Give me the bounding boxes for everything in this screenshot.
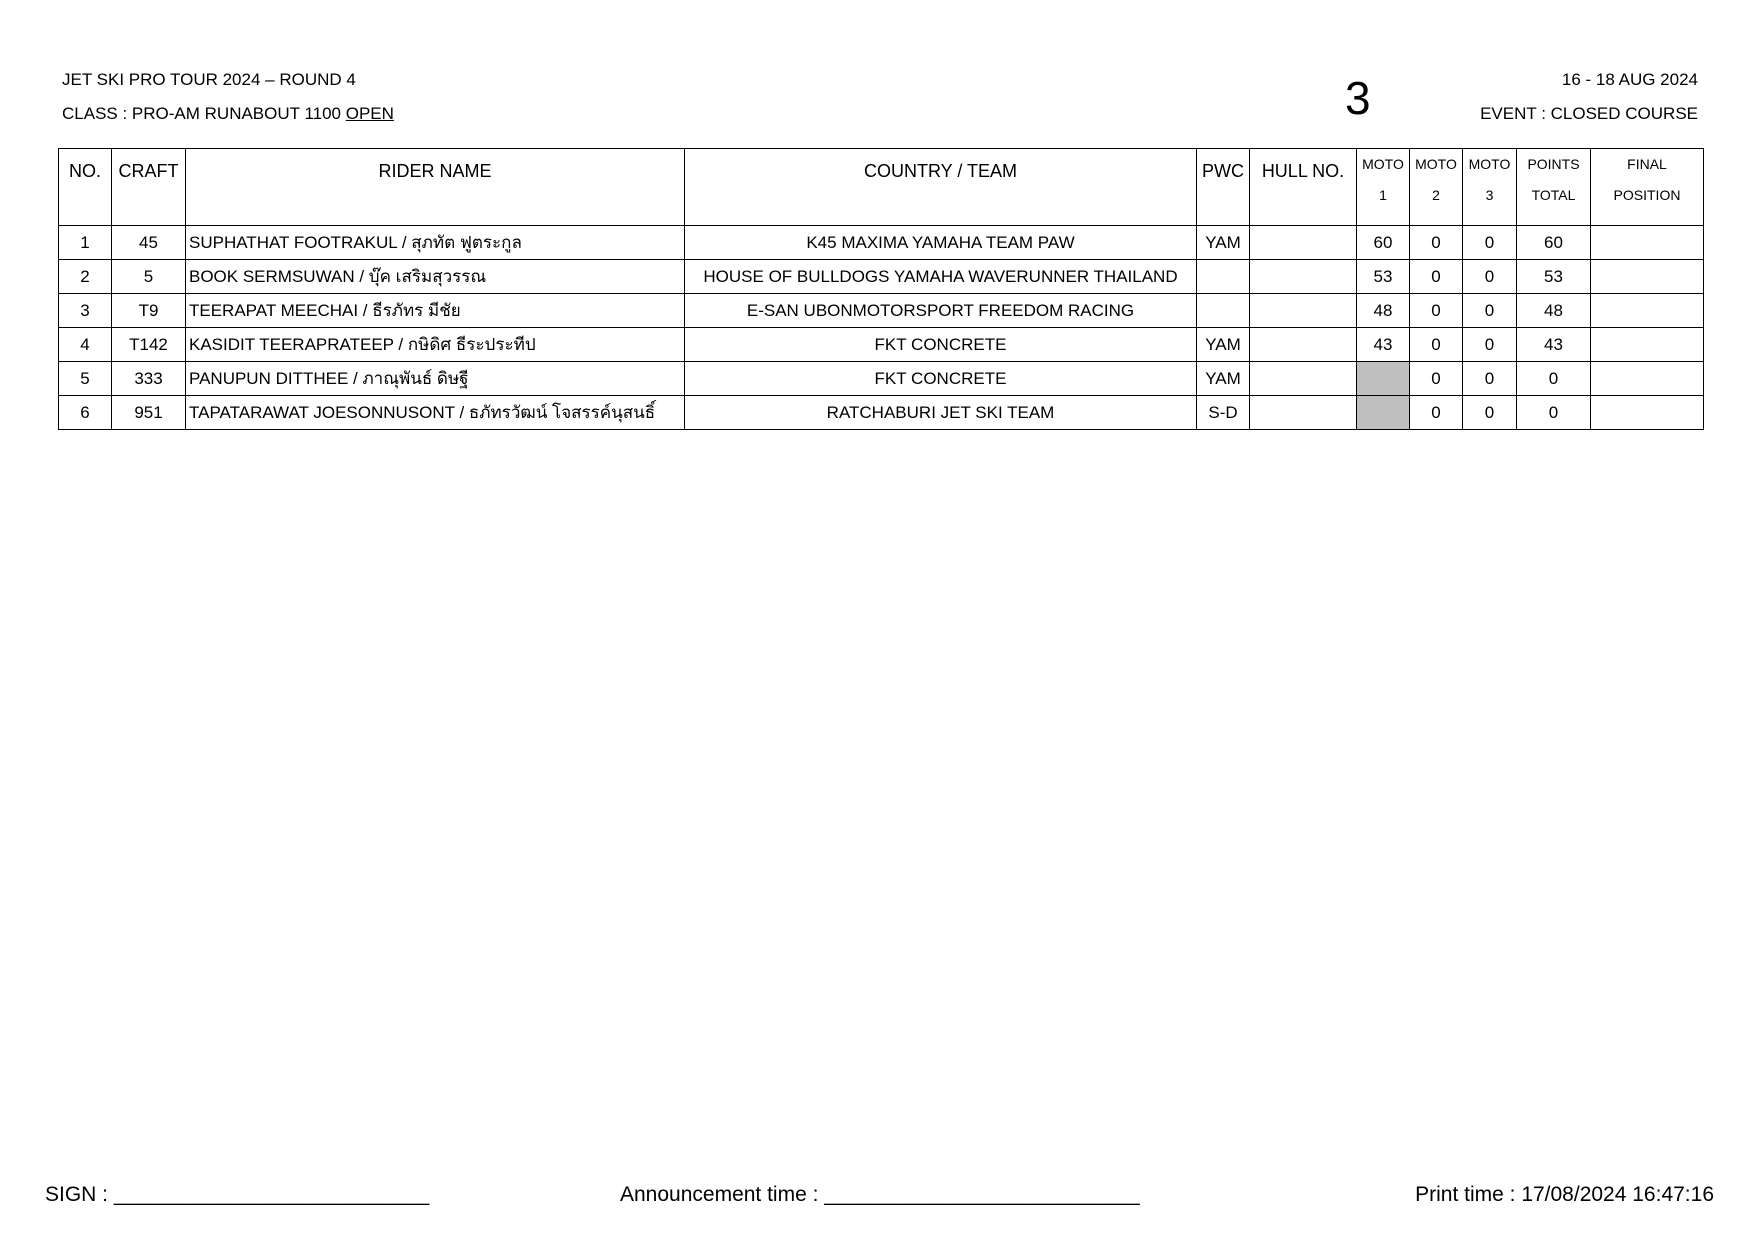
header-final-position xyxy=(1591,149,1704,226)
cell-no: 1 xyxy=(59,226,112,260)
cell-total: 60 xyxy=(1517,226,1591,260)
header-moto1 xyxy=(1357,149,1410,226)
header-points-bottom: TOTAL xyxy=(1531,187,1576,203)
cell-pwc xyxy=(1197,260,1250,294)
cell-moto3: 0 xyxy=(1463,396,1517,430)
header-points-total xyxy=(1517,149,1591,226)
cell-craft: T9 xyxy=(112,294,186,328)
cell-moto2: 0 xyxy=(1410,226,1463,260)
cell-final xyxy=(1591,226,1704,260)
class-label xyxy=(62,104,394,124)
header-rider-name: RIDER NAME xyxy=(186,149,685,226)
cell-no: 5 xyxy=(59,362,112,396)
cell-rider: BOOK SERMSUWAN / บุ๊ค เสริมสุวรรณ xyxy=(186,260,685,294)
cell-craft: T142 xyxy=(112,328,186,362)
header-no: NO. xyxy=(59,149,112,226)
cell-moto3: 0 xyxy=(1463,294,1517,328)
table-row xyxy=(59,396,1704,430)
cell-moto1 xyxy=(1357,396,1410,430)
header-moto2-top: MOTO xyxy=(1415,156,1457,172)
cell-pwc xyxy=(1197,294,1250,328)
cell-rider: TEERAPAT MEECHAI / ธีรภัทร มีชัย xyxy=(186,294,685,328)
cell-total: 0 xyxy=(1517,362,1591,396)
cell-team: FKT CONCRETE xyxy=(685,328,1197,362)
cell-final xyxy=(1591,294,1704,328)
cell-hull xyxy=(1250,396,1357,430)
table-header-row xyxy=(59,149,1704,226)
cell-final xyxy=(1591,396,1704,430)
event-title: JET SKI PRO TOUR 2024 – ROUND 4 xyxy=(62,70,356,89)
cell-moto2: 0 xyxy=(1410,294,1463,328)
cell-pwc: S-D xyxy=(1197,396,1250,430)
cell-craft: 951 xyxy=(112,396,186,430)
cell-craft: 45 xyxy=(112,226,186,260)
cell-no: 3 xyxy=(59,294,112,328)
group-number: 3 xyxy=(1345,72,1371,124)
cell-team: RATCHABURI JET SKI TEAM xyxy=(685,396,1197,430)
cell-moto2: 0 xyxy=(1410,260,1463,294)
cell-moto3: 0 xyxy=(1463,260,1517,294)
table-row xyxy=(59,328,1704,362)
header-moto3-bottom: 3 xyxy=(1485,187,1494,203)
cell-no: 2 xyxy=(59,260,112,294)
cell-pwc: YAM xyxy=(1197,328,1250,362)
cell-moto1 xyxy=(1357,362,1410,396)
header-moto3 xyxy=(1463,149,1517,226)
cell-moto2: 0 xyxy=(1410,396,1463,430)
table-row xyxy=(59,226,1704,260)
cell-pwc: YAM xyxy=(1197,226,1250,260)
header-hull-no: HULL NO. xyxy=(1250,149,1357,226)
cell-final xyxy=(1591,328,1704,362)
cell-moto3: 0 xyxy=(1463,226,1517,260)
cell-moto1: 53 xyxy=(1357,260,1410,294)
class-category: OPEN xyxy=(345,104,394,123)
cell-craft: 333 xyxy=(112,362,186,396)
cell-rider: KASIDIT TEERAPRATEEP / กษิดิศ ธีระประทีป xyxy=(186,328,685,362)
announcement-time: Announcement time : ___________________________ xyxy=(620,1183,1140,1206)
cell-final xyxy=(1591,260,1704,294)
cell-team: HOUSE OF BULLDOGS YAMAHA WAVERUNNER THAILAND xyxy=(685,260,1197,294)
cell-moto1: 43 xyxy=(1357,328,1410,362)
cell-moto2: 0 xyxy=(1410,328,1463,362)
cell-total: 43 xyxy=(1517,328,1591,362)
cell-team: K45 MAXIMA YAMAHA TEAM PAW xyxy=(685,226,1197,260)
cell-moto2: 0 xyxy=(1410,362,1463,396)
cell-rider: PANUPUN DITTHEE / ภาณุพันธ์ ดิษฐี xyxy=(186,362,685,396)
cell-hull xyxy=(1250,362,1357,396)
table-row xyxy=(59,260,1704,294)
header-final-bottom: POSITION xyxy=(1613,187,1681,203)
cell-final xyxy=(1591,362,1704,396)
cell-team: FKT CONCRETE xyxy=(685,362,1197,396)
header-final-top: FINAL xyxy=(1627,156,1667,172)
sign-line: SIGN : ___________________________ xyxy=(45,1183,430,1206)
table-row xyxy=(59,362,1704,396)
header-moto2 xyxy=(1410,149,1463,226)
header-pwc: PWC xyxy=(1197,149,1250,226)
cell-hull xyxy=(1250,260,1357,294)
cell-hull xyxy=(1250,328,1357,362)
header-moto3-top: MOTO xyxy=(1468,156,1511,172)
cell-hull xyxy=(1250,294,1357,328)
header-moto1-top: MOTO xyxy=(1362,156,1404,172)
cell-pwc: YAM xyxy=(1197,362,1250,396)
event-date: 16 - 18 AUG 2024 xyxy=(1561,70,1698,89)
header-craft: CRAFT xyxy=(112,149,186,226)
table-row xyxy=(59,294,1704,328)
cell-total: 0 xyxy=(1517,396,1591,430)
cell-moto3: 0 xyxy=(1463,362,1517,396)
cell-craft: 5 xyxy=(112,260,186,294)
cell-moto3: 0 xyxy=(1463,328,1517,362)
cell-hull xyxy=(1250,226,1357,260)
cell-rider: TAPATARAWAT JOESONNUSONT / ธภัทรวัฒน์ โจสรรค์นุสนธิ์ xyxy=(186,396,685,430)
cell-total: 48 xyxy=(1517,294,1591,328)
cell-moto1: 48 xyxy=(1357,294,1410,328)
cell-no: 4 xyxy=(59,328,112,362)
results-table xyxy=(58,148,1704,430)
header-moto2-bottom: 2 xyxy=(1432,187,1440,203)
cell-team: E-SAN UBONMOTORSPORT FREEDOM RACING xyxy=(685,294,1197,328)
cell-rider: SUPHATHAT FOOTRAKUL / สุภทัต ฟูตระกูล xyxy=(186,226,685,260)
print-time: Print time : 17/08/2024 16:47:16 xyxy=(1415,1183,1714,1206)
cell-moto1: 60 xyxy=(1357,226,1410,260)
header-moto1-bottom: 1 xyxy=(1379,187,1387,203)
event-type: EVENT : CLOSED COURSE xyxy=(1480,104,1698,123)
header-country-team: COUNTRY / TEAM xyxy=(685,149,1197,226)
cell-total: 53 xyxy=(1517,260,1591,294)
header-points-top: POINTS xyxy=(1527,156,1580,172)
cell-no: 6 xyxy=(59,396,112,430)
class-prefix: CLASS : PRO-AM RUNABOUT 1100 xyxy=(62,104,346,123)
